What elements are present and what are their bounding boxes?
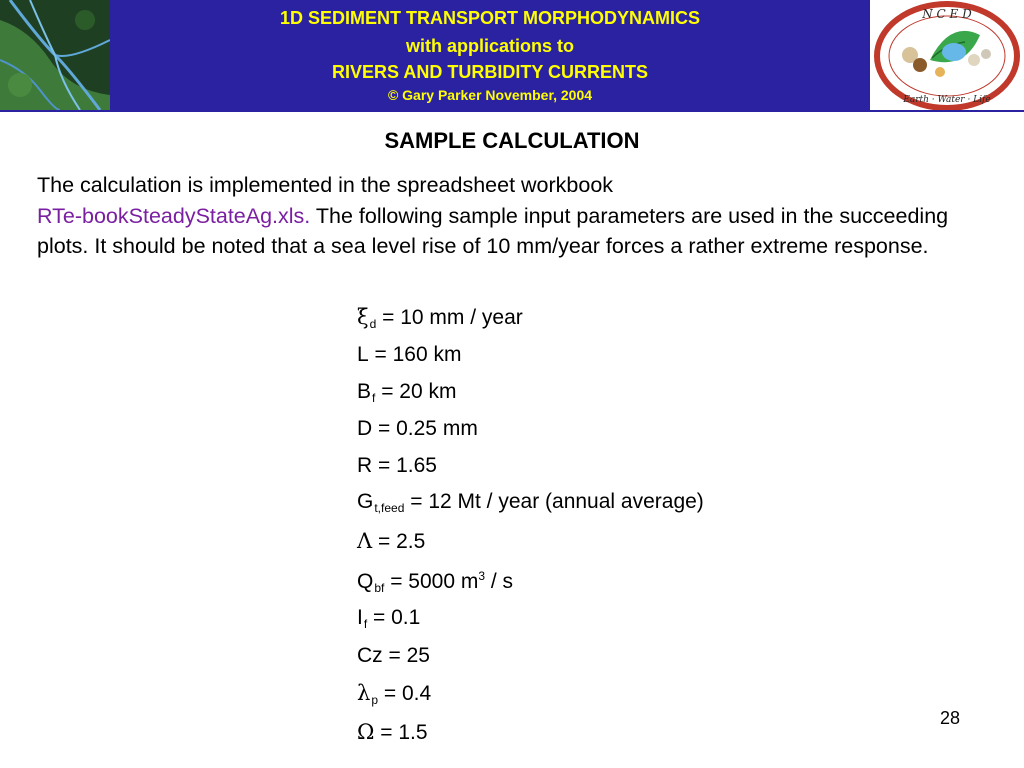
eq-value: = 2.5: [378, 530, 426, 553]
eq-subscript: p: [371, 693, 378, 707]
eq-value: = 20 km: [381, 380, 457, 403]
para-text-2: The following sample input parameters are used in the succeeding plots. It should be noted that a sea level rise of 10 mm/year forces a rather extreme response.: [37, 203, 949, 258]
eq-symbol: Ω: [357, 720, 375, 744]
equation-R: [357, 454, 437, 478]
header-rule: [0, 110, 1024, 112]
header-copyright: © Gary Parker November, 2004: [387, 87, 593, 103]
eq-value: = 5000 m: [390, 570, 479, 593]
header-title-line2: with applications to: [405, 36, 574, 56]
equation-lambda-p: [357, 681, 431, 707]
eq-subscript: bf: [374, 581, 385, 595]
equation-L: [357, 343, 462, 367]
river-delta-image: [0, 0, 110, 110]
eq-symbol: G: [357, 490, 374, 513]
eq-value: = 1.65: [378, 454, 437, 477]
slide-heading: SAMPLE CALCULATION: [384, 128, 640, 153]
title-banner: [110, 0, 872, 110]
eq-symbol: I: [357, 606, 363, 629]
eq-subscript: f: [363, 617, 368, 631]
eq-value: = 160 km: [374, 343, 462, 366]
slide-header: [0, 0, 1024, 111]
eq-value-unit: / s: [485, 570, 514, 593]
eq-symbol: D: [357, 417, 373, 440]
eq-subscript: d: [369, 317, 377, 331]
equation-Q: [357, 569, 513, 595]
eq-value: = 1.5: [380, 721, 428, 744]
equation-Omega: [357, 720, 428, 745]
eq-symbol: Λ: [357, 529, 373, 553]
eq-value: = 0.25 mm: [378, 417, 478, 440]
eq-symbol: Cz: [357, 644, 383, 667]
eq-subscript: t,feed: [374, 501, 405, 515]
eq-symbol: R: [357, 454, 373, 477]
equation-Bf: [357, 380, 457, 405]
logo-text-bottom: Earth · Water · Life: [903, 95, 991, 105]
logo-text-top: N C E D: [922, 7, 972, 21]
equation-D: [357, 417, 478, 441]
eq-symbol: λ: [357, 681, 371, 705]
header-title-line1: 1D SEDIMENT TRANSPORT MORPHODYNAMICS: [279, 8, 701, 28]
eq-value: = 12 Mt / year (annual average): [410, 490, 704, 513]
eq-value: = 0.4: [383, 682, 432, 705]
eq-symbol: L: [357, 343, 369, 366]
intro-paragraph: [37, 170, 987, 262]
equation-G: [357, 490, 704, 515]
eq-symbol: Q: [357, 570, 374, 593]
para-text-1: The calculation is implemented in the spreadsheet workbook: [37, 173, 614, 197]
eq-subscript: f: [372, 391, 376, 405]
equation-Lambda: [357, 529, 425, 554]
equation-xi: [357, 305, 523, 331]
eq-value: = 10 mm / year: [382, 306, 523, 329]
equation-If: [357, 606, 420, 631]
equation-Cz: [357, 644, 430, 668]
nced-logo: [870, 0, 1024, 110]
eq-value: = 0.1: [373, 606, 421, 629]
eq-symbol: B: [357, 380, 372, 403]
page-number: 28: [940, 708, 961, 728]
header-title-line3: RIVERS AND TURBIDITY CURRENTS: [331, 62, 649, 82]
eq-symbol: ξ̇: [357, 305, 369, 329]
eq-superscript: 3: [478, 569, 486, 583]
workbook-link[interactable]: RTe-bookSteadyStateAg.xls.: [37, 203, 311, 228]
eq-value: = 25: [388, 644, 430, 667]
